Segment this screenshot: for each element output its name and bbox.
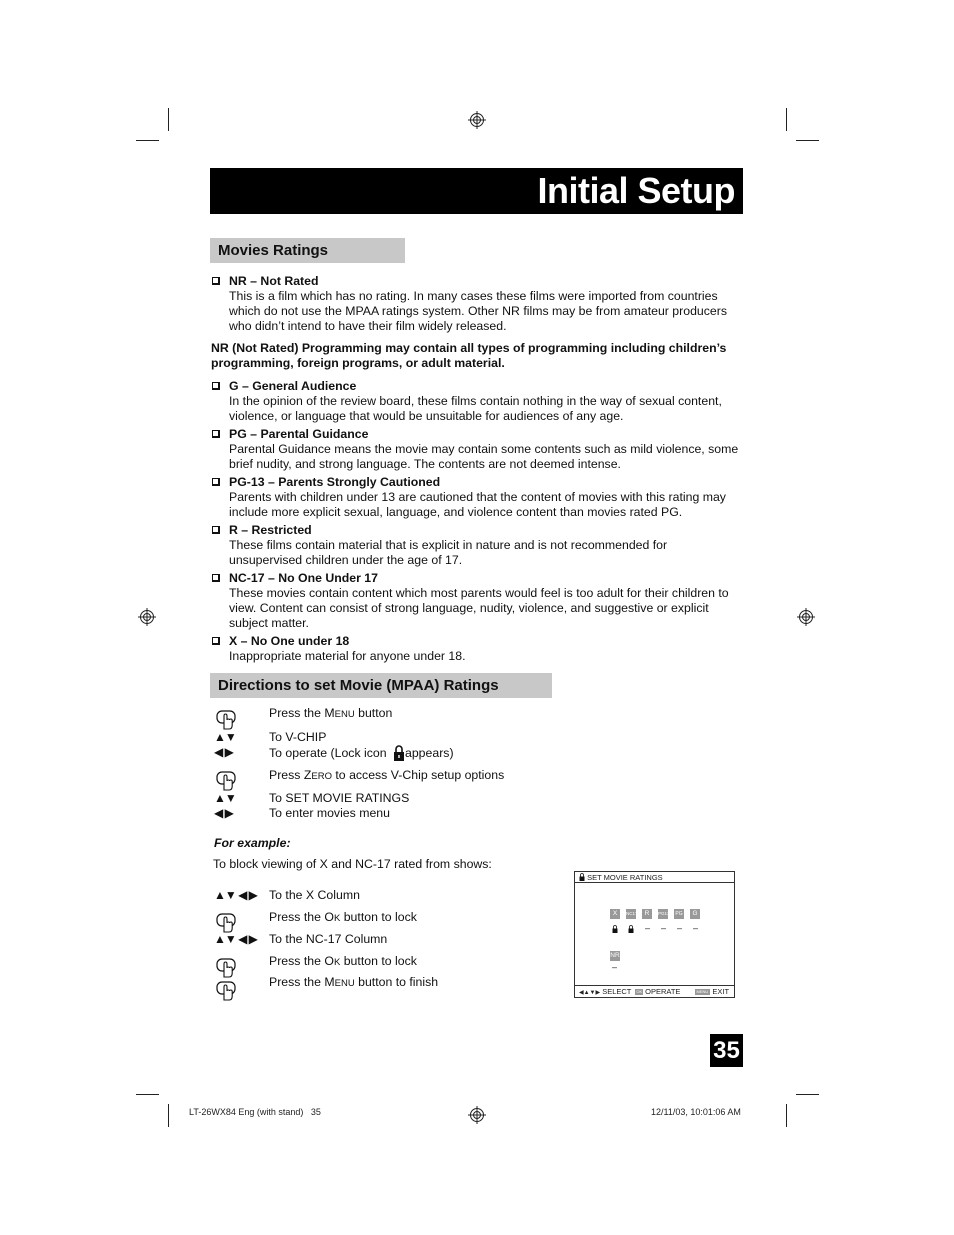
rating-description: These films contain material that is explicit in nature and is not recommended for unsupervised children under the age of 17. [229, 538, 668, 567]
step-press-ok-1: Press the OK button to lock [269, 910, 417, 924]
step-set-movie-ratings: To SET MOVIE RATINGS [269, 791, 410, 805]
rating-title: PG-13 – Parents Strongly Cautioned [229, 475, 441, 489]
remote-button-hand-icon [214, 707, 238, 731]
step-to-vchip: To V-CHIP [269, 730, 327, 744]
step-to-x: To the X Column [269, 888, 360, 902]
crop-mark [168, 108, 169, 131]
nr-warning: NR (Not Rated) Programming may contain all types of programming including children’s programming, foreign programs, or adult material. [211, 341, 727, 370]
rating-title: NC-17 – No One Under 17 [229, 571, 378, 585]
rating-item-nr [211, 274, 741, 334]
left-right-arrows-icon: ◀ ▶ [214, 745, 233, 759]
step-to-nc17: To the NC-17 Column [269, 932, 388, 946]
crop-mark [168, 1104, 169, 1127]
remote-button-hand-icon [214, 955, 238, 979]
registration-mark-icon [468, 1106, 486, 1124]
checkbox-bullet-icon [212, 637, 220, 645]
registration-mark-icon [138, 608, 156, 626]
osd-menu-badge: MENU [696, 989, 709, 994]
osd-title: SET MOVIE RATINGS [587, 873, 663, 882]
osd-rating-g: G [690, 909, 700, 919]
osd-rating-r: R [642, 909, 652, 919]
left-right-arrows-icon: ◀ ▶ [214, 806, 233, 820]
osd-unlocked-dash: – [612, 962, 618, 972]
section-heading-movie-ratings: Movies Ratings [210, 238, 405, 263]
osd-rating-pg: PG [675, 911, 683, 917]
lock-icon [612, 925, 618, 933]
all-arrows-icon: ▲▼ ◀ ▶ [214, 932, 257, 946]
all-arrows-icon: ▲▼ ◀ ▶ [214, 888, 257, 902]
registration-mark-icon [797, 608, 815, 626]
lock-icon [393, 745, 405, 761]
osd-operate-label: OPERATE [645, 987, 681, 996]
section-heading-directions: Directions to set Movie (MPAA) Ratings [210, 673, 552, 698]
step-enter-movies: To enter movies menu [269, 806, 390, 820]
osd-rating-x: X [610, 909, 620, 919]
rating-description: In the opinion of the review board, these films contain nothing in the way of sexual content, violence, or language that would be unsuitable for audiences of any age. [229, 394, 722, 423]
osd-unlocked-dash: – [645, 923, 651, 933]
checkbox-bullet-icon [212, 382, 220, 390]
rating-title: PG – Parental Guidance [229, 427, 369, 441]
page-title: Initial Setup [537, 170, 735, 211]
ratings-list [211, 274, 741, 667]
checkbox-bullet-icon [212, 574, 220, 582]
example-text: To block viewing of X and NC-17 rated from shows: [213, 857, 492, 871]
up-down-arrows-icon: ▲▼ [214, 730, 236, 744]
footer-left: LT-26WX84 Eng (with stand) 35 [189, 1107, 321, 1117]
rating-item-pg13 [211, 475, 741, 520]
crop-mark [786, 108, 787, 131]
osd-rating-nc17: NC17 [626, 909, 636, 919]
step-press-menu: Press the MENU button [269, 706, 393, 720]
rating-description: Parents with children under 13 are cautioned that the content of movies with this rating may include more explicit sexual, language, and violence content than movies rated PG. [229, 490, 726, 519]
rating-description: Inappropriate material for anyone under 18. [229, 649, 466, 663]
rating-title: G – General Audience [229, 379, 357, 393]
rating-description: Parental Guidance means the movie may contain some contents such as mild violence, some brief nudity, and strong language. The contents are not deemed intense. [229, 442, 739, 471]
osd-rating-pg13: PG13 [658, 909, 668, 919]
step-press-zero: Press ZERO to access V-Chip setup options [269, 768, 505, 782]
rating-item-x [211, 634, 741, 664]
rating-item-r [211, 523, 741, 568]
osd-rating-nr: NR [610, 952, 620, 959]
remote-button-hand-icon [214, 910, 238, 934]
registration-mark-icon [468, 111, 486, 129]
up-down-arrows-icon: ▲▼ [214, 791, 236, 805]
step-press-menu-finish: Press the MENU button to finish [269, 975, 439, 989]
crop-mark [136, 140, 159, 141]
title-bar [210, 168, 743, 214]
rating-description: This is a film which has no rating. In many cases these films were imported from countries which do not use the MPAA ratings system. Other NR films may be from amateur producers who didn’t intend to have their film widely released. [229, 289, 727, 333]
crop-mark [786, 1104, 787, 1127]
osd-help-bar [575, 985, 734, 997]
example-label: For example: [214, 836, 291, 850]
page-number: 35 [710, 1034, 743, 1067]
checkbox-bullet-icon [212, 277, 220, 285]
osd-arrows-icon: ◀▲▼▶ [579, 990, 601, 996]
osd-ok-badge: OK [636, 989, 643, 994]
checkbox-bullet-icon [212, 478, 220, 486]
rating-description: These movies contain content which most parents would feel is too adult for their children to view. Content can consist of strong language, nudity, violence, and suggestive or explicit subject matter. [229, 586, 729, 630]
rating-title: R – Restricted [229, 523, 312, 537]
crop-mark [796, 140, 819, 141]
step-to-operate: To operate (Lock icon appears) [269, 746, 454, 760]
osd-title-bar [575, 872, 734, 883]
checkbox-bullet-icon [212, 526, 220, 534]
osd-screen [574, 871, 735, 998]
rating-item-pg [211, 427, 741, 472]
remote-button-hand-icon [214, 978, 238, 1002]
checkbox-bullet-icon [212, 430, 220, 438]
osd-select-label: SELECT [602, 987, 632, 996]
step-press-ok-2: Press the OK button to lock [269, 954, 417, 968]
crop-mark [136, 1094, 159, 1095]
lock-icon [628, 925, 634, 933]
osd-unlocked-dash: – [661, 923, 667, 933]
footer-right: 12/11/03, 10:01:06 AM [651, 1107, 741, 1117]
lock-icon [579, 873, 585, 881]
rating-item-g [211, 379, 741, 424]
rating-title: X – No One under 18 [229, 634, 350, 648]
osd-unlocked-dash: – [677, 923, 683, 933]
rating-item-nc17 [211, 571, 741, 631]
osd-exit-label: EXIT [712, 987, 730, 996]
crop-mark [796, 1094, 819, 1095]
rating-title: NR – Not Rated [229, 274, 319, 288]
remote-button-hand-icon [214, 768, 238, 792]
osd-unlocked-dash: – [693, 923, 699, 933]
